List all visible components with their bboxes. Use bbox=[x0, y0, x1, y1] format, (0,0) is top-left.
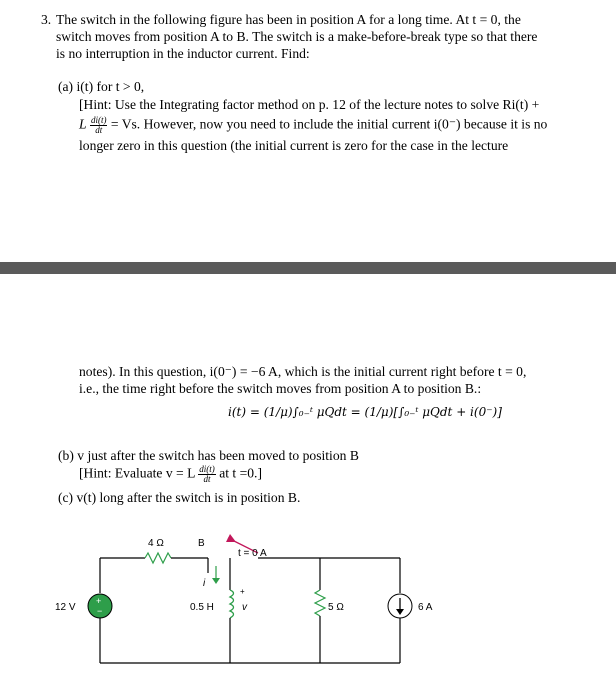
resistor-4ohm bbox=[145, 553, 171, 563]
part-c-label: (c) v(t) long after the switch is in position B. bbox=[58, 490, 301, 505]
fraction-denominator: dt bbox=[95, 125, 103, 135]
circuit-diagram bbox=[40, 518, 600, 688]
page-separator bbox=[0, 262, 616, 274]
problem-number: 3. bbox=[41, 12, 52, 27]
voltage-plus: + bbox=[240, 587, 245, 596]
inductor-label: 0.5 H bbox=[190, 602, 214, 613]
part-a-label: (a) i(t) for t > 0, bbox=[58, 79, 145, 94]
fraction-denominator-b: dt bbox=[203, 474, 211, 484]
inductance-symbol: L bbox=[79, 116, 87, 132]
derivative-fraction-b bbox=[198, 465, 216, 484]
part-a-hint-line-1: [Hint: Use the Integrating factor method on p. 12 of the lecture notes to solve Ri(t) + bbox=[79, 97, 540, 112]
part-b-hint-post: at t =0.] bbox=[219, 465, 262, 481]
intro-line-3: is no interruption in the inductor current. Find: bbox=[56, 46, 310, 61]
derivative-fraction bbox=[90, 116, 108, 135]
source-minus: − bbox=[97, 606, 103, 616]
resistor2-label: 5 Ω bbox=[328, 602, 344, 613]
part-b-hint-pre: [Hint: Evaluate v = L bbox=[79, 465, 195, 481]
current-arrow-icon bbox=[212, 578, 220, 584]
integral-equation: i(t) = (1/μ)∫₀₋ᵗ μQdt = (1/μ)[∫₀₋ᵗ μQdt + i(0⁻)] bbox=[228, 405, 502, 419]
current-label: i bbox=[203, 578, 206, 589]
intro-line-1: The switch in the following figure has been in position A for a long time. At t = 0, the bbox=[56, 12, 521, 27]
node-b-label: B bbox=[198, 538, 205, 549]
current-source-label: 6 A bbox=[418, 602, 433, 613]
fraction-numerator-b: di(t) bbox=[199, 464, 215, 474]
page-top bbox=[0, 0, 616, 262]
voltage-label: v bbox=[242, 602, 247, 613]
switch-label: t = 0 A bbox=[238, 548, 267, 559]
hint-line-2-text: = Vs. However, now you need to include the initial current i(0⁻) because it is no bbox=[110, 116, 548, 132]
part-a-hint-line-2 bbox=[79, 116, 547, 135]
part-a-hint-line-4: notes). In this question, i(0⁻) = −6 A, which is the initial current right before t = 0, bbox=[79, 364, 527, 379]
switch-arrow-icon bbox=[226, 534, 236, 542]
source-voltage-label: 12 V bbox=[55, 602, 76, 613]
part-a-hint-line-5: i.e., the time right before the switch moves from position A to position B.: bbox=[79, 381, 482, 396]
intro-line-2: switch moves from position A to B. The switch is a make-before-break type so that there bbox=[56, 29, 538, 44]
inductor-coil bbox=[230, 590, 234, 618]
resistor-5ohm bbox=[315, 590, 325, 616]
part-b-label: (b) v just after the switch has been moved to position B bbox=[58, 448, 359, 463]
part-a-hint-line-3: longer zero in this question (the initial current is zero for the case in the lecture bbox=[79, 138, 509, 153]
page-gap bbox=[0, 274, 616, 364]
part-b-hint bbox=[79, 465, 262, 484]
fraction-numerator: di(t) bbox=[90, 115, 107, 125]
resistor1-label: 4 Ω bbox=[148, 538, 164, 549]
source-plus: + bbox=[96, 596, 102, 606]
